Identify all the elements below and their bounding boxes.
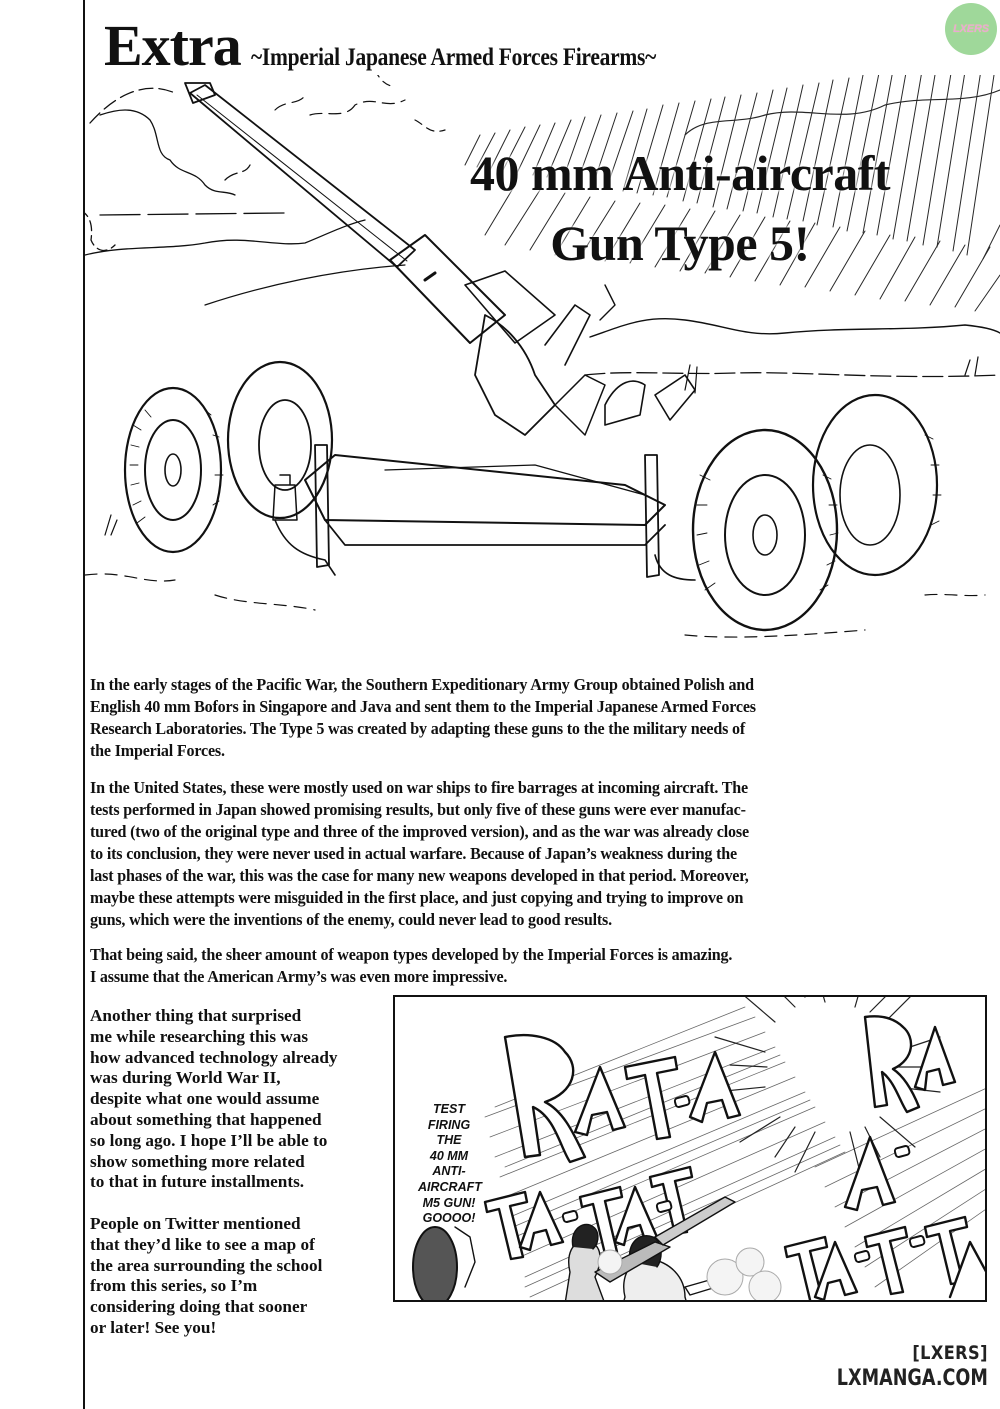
paragraph-line: English 40 mm Bofors in Singapore and Java and sent them to the Imperial Japanese Armed Forces bbox=[90, 697, 756, 716]
paragraph-line: was during World War II, bbox=[90, 1068, 281, 1088]
article-paragraph-5 bbox=[90, 1214, 390, 1339]
paragraph-line: Research Laboratories. The Type 5 was created by adapting these guns to the the military needs of bbox=[90, 719, 746, 738]
caption-line: GOOOO! bbox=[422, 1211, 476, 1226]
paragraph-line: me while researching this was bbox=[90, 1026, 309, 1046]
illustration-title-line-1: 40 mm Anti-aircraft bbox=[469, 145, 891, 201]
paragraph-line: show something more related bbox=[90, 1151, 305, 1171]
caption-line: M5 GUN! bbox=[422, 1195, 476, 1210]
article-paragraph-1 bbox=[90, 674, 990, 762]
paragraph-line: People on Twitter mentioned bbox=[90, 1214, 301, 1233]
paragraph-line: to its conclusion, they were never used in actual warfare. Because of Japan’s weakness during the bbox=[90, 844, 737, 863]
paragraph-line: Another thing that surprised bbox=[90, 1006, 302, 1025]
paragraph-line: In the early stages of the Pacific War, the Southern Expeditionary Army Group obtained Polish and bbox=[90, 675, 754, 694]
paragraph-line: or later! See you! bbox=[90, 1317, 217, 1337]
badge-label: LXERS bbox=[953, 23, 989, 35]
article-paragraph-2 bbox=[90, 777, 990, 931]
illustration-title bbox=[415, 138, 945, 278]
lxers-badge-logo bbox=[945, 3, 997, 55]
paragraph-line: maybe these attempts were misguided in the first place, and just copying and trying to improve on bbox=[90, 888, 744, 907]
paragraph-line: so long ago. I hope I’ll be able to bbox=[90, 1130, 328, 1150]
paragraph-line: despite what one would assume bbox=[90, 1089, 320, 1109]
header-subtitle: ~Imperial Japanese Armed Forces Firearms~ bbox=[250, 44, 656, 71]
paragraph-line: considering doing that sooner bbox=[90, 1297, 308, 1317]
watermark bbox=[799, 1342, 988, 1391]
caption-line: AIRCRAFT bbox=[418, 1179, 482, 1194]
manga-panel bbox=[393, 995, 987, 1302]
paragraph-line: from this series, so I’m bbox=[90, 1276, 258, 1296]
panel-caption bbox=[418, 1102, 480, 1227]
paragraph-line: I assume that the American Army’s was even more impressive. bbox=[90, 967, 508, 986]
page-header bbox=[104, 12, 722, 79]
paragraph-line: the Imperial Forces. bbox=[90, 741, 225, 760]
paragraph-line: that they’d like to see a map of bbox=[90, 1234, 315, 1254]
paragraph-line: to that in future installments. bbox=[90, 1172, 305, 1192]
watermark-line-1: [LXERS] bbox=[912, 1342, 988, 1364]
header-title: Extra bbox=[104, 13, 241, 78]
paragraph-line: In the United States, these were mostly used on war ships to fire barrages at incoming aircraft. The bbox=[90, 778, 749, 797]
paragraph-line: tured (two of the original type and three of the improved version), and as the war was already close bbox=[90, 822, 749, 841]
watermark-line-2: LXMANGA.COM bbox=[836, 1366, 988, 1391]
article-paragraph-4 bbox=[90, 1006, 390, 1193]
caption-line: TEST bbox=[433, 1102, 465, 1116]
paragraph-line: about something that happened bbox=[90, 1109, 322, 1129]
paragraph-line: tests performed in Japan showed promising results, but only five of these guns were ever manufac- bbox=[90, 800, 746, 819]
caption-line: ANTI- bbox=[432, 1164, 466, 1179]
paragraph-line: That being said, the sheer amount of weapon types developed by the Imperial Forces is amazing. bbox=[90, 945, 733, 964]
illustration-title-line-2: Gun Type 5! bbox=[550, 215, 810, 271]
paragraph-line: how advanced technology already bbox=[90, 1047, 338, 1067]
article-paragraph-3 bbox=[90, 944, 990, 988]
paragraph-line: guns, which were the inventions of the enemy, could never lead to good results. bbox=[90, 910, 612, 929]
caption-line: FIRING bbox=[427, 1117, 471, 1132]
caption-line: THE bbox=[436, 1133, 462, 1148]
paragraph-line: last phases of the war, this was the case for many new weapons developed in that period. Moreover, bbox=[90, 866, 749, 885]
caption-line: 40 MM bbox=[429, 1148, 469, 1163]
paragraph-line: the area surrounding the school bbox=[90, 1255, 323, 1275]
